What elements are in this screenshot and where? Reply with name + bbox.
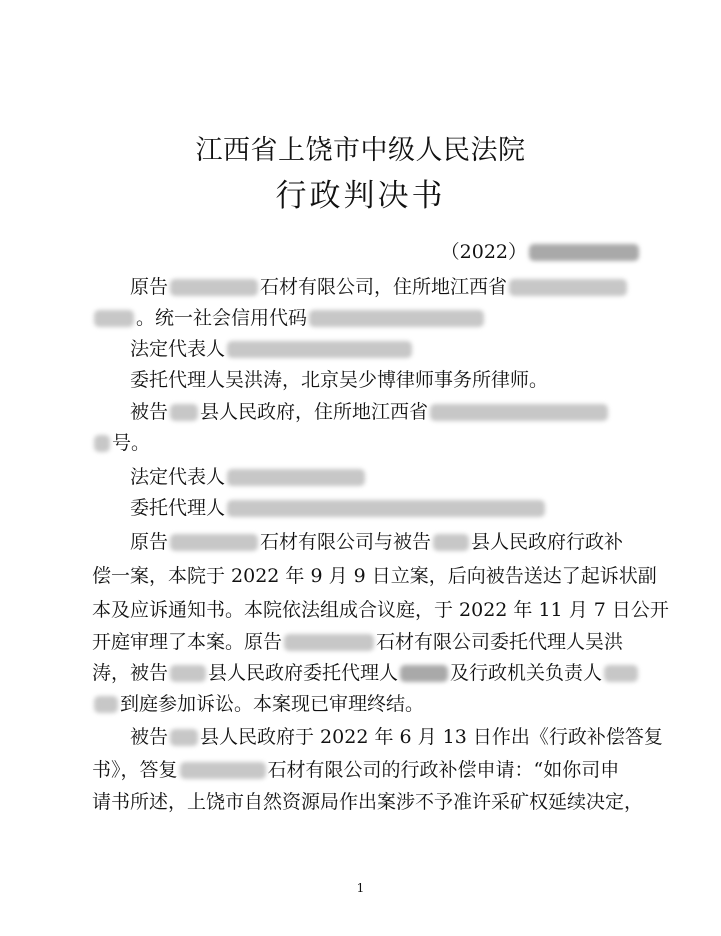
redacted-text	[227, 500, 545, 517]
redacted-text	[170, 404, 198, 421]
redacted-text	[430, 404, 608, 421]
court-name: 江西省上饶市中级人民法院	[195, 135, 526, 166]
paragraph-1-line-5: 涛，被告 县人民政府委托代理人 及行政机关负责人	[92, 661, 642, 685]
redacted-text	[227, 469, 365, 486]
redacted-text	[309, 310, 484, 327]
paragraph-1-line-4: 开庭审理了本案。原告 石材有限公司委托代理人吴洪	[92, 631, 624, 653]
defendant-agent-line: 委托代理人	[130, 496, 642, 520]
paragraph-2-line-2: 书》，答复 石材有限公司的行政补偿申请：“如你司申	[92, 759, 620, 781]
paragraph-2-line-1: 被告 县人民政府于 2022 年 6 月 13 日作出《行政补偿答复	[130, 726, 663, 748]
paragraph-1-line-6: 到庭参加诉讼。本案现已审理终结。	[92, 692, 642, 716]
plaintiff-credit-code-line: 。统一社会信用代码	[92, 306, 642, 330]
plaintiff-legal-rep-line: 法定代表人	[130, 337, 642, 361]
redacted-text	[604, 665, 638, 682]
page-number: 1	[356, 881, 365, 895]
paragraph-1-line-3: 本及应诉通知书。本院依法组成合议庭，于 2022 年 11 月 7 日公开	[92, 599, 669, 621]
redacted-text	[170, 534, 258, 551]
redacted-text	[400, 665, 448, 682]
plaintiff-agent-line: 委托代理人吴洪涛，北京吴少博律师事务所律师。	[130, 369, 549, 391]
redacted-text	[509, 279, 627, 296]
case-number	[441, 240, 641, 264]
defendant-legal-rep-line: 法定代表人	[130, 465, 642, 489]
redacted-text	[433, 534, 469, 551]
redacted-text	[227, 341, 412, 358]
paragraph-2-line-3: 请书所述，上饶市自然资源局作出案涉不予准许采矿权延续决定，	[92, 791, 644, 813]
defendant-line: 被告 县人民政府，住所地江西省	[130, 400, 642, 424]
document-title: 行政判决书	[275, 178, 446, 214]
redacted-text	[94, 696, 118, 713]
redacted-text	[170, 729, 198, 746]
redacted-text	[284, 634, 374, 651]
plaintiff-line: 原告 石材有限公司，住所地江西省	[130, 275, 642, 299]
paragraph-1-line-1: 原告 石材有限公司与被告 县人民政府行政补	[130, 531, 624, 553]
redacted-text	[180, 762, 266, 779]
redacted-text	[94, 435, 110, 452]
defendant-address-line: 号。	[92, 431, 642, 455]
case-year: （2022）	[440, 241, 527, 263]
redacted-case-number	[529, 244, 639, 261]
redacted-text	[170, 665, 206, 682]
redacted-text	[170, 279, 258, 296]
paragraph-1-line-2: 偿一案，本院于 2022 年 9 月 9 日立案，后向被告送达了起诉状副	[92, 565, 657, 587]
redacted-text	[94, 310, 134, 327]
